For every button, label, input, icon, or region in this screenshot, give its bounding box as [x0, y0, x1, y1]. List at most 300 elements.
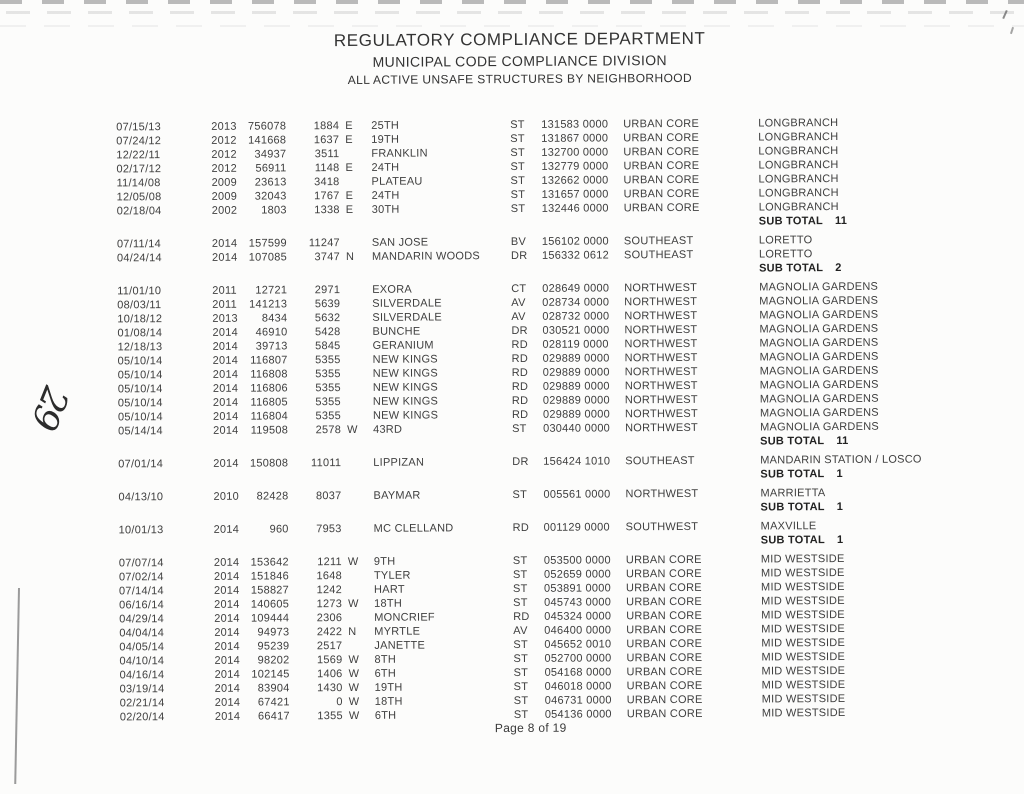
- cell-type: RD: [511, 366, 529, 380]
- cell-dir: [341, 353, 365, 367]
- cell-parcel: 029889 0000: [542, 380, 610, 393]
- cell-type: RD: [512, 521, 530, 534]
- cell-num: 5355: [315, 410, 342, 423]
- cell-date: 02/21/14: [119, 697, 165, 710]
- cell-parcel: 131583 0000: [541, 118, 609, 131]
- cell-street: NEW KINGS: [372, 353, 438, 366]
- neighborhood-section: [117, 279, 1024, 453]
- cell-district: SOUTHEAST: [623, 234, 694, 248]
- cell-case: 140605: [250, 598, 290, 611]
- cell-dir: E: [345, 203, 354, 217]
- cell-street: GERANIUM: [372, 339, 434, 352]
- cell-num: 1273: [316, 598, 343, 611]
- cell-type: ST: [512, 568, 528, 581]
- cell-district: NORTHWEST: [624, 309, 698, 323]
- cell-parcel: 045743 0000: [544, 596, 612, 609]
- cell-parcel: 029889 0000: [542, 408, 610, 421]
- cell-parcel: 132662 0000: [541, 174, 609, 187]
- subtotal-spacer: [117, 214, 759, 232]
- subtotal-cell: [759, 213, 1023, 229]
- cell-district: NORTHWEST: [624, 281, 698, 295]
- handwritten-page-number: 29: [22, 381, 76, 434]
- subtotal-count: 2: [835, 261, 842, 275]
- cell-year: 2013: [211, 120, 237, 133]
- cell-district: NORTHWEST: [624, 337, 698, 351]
- cell-date: 07/11/14: [116, 238, 161, 251]
- cell-year: 2011: [212, 298, 237, 311]
- cell-case: 116808: [250, 368, 288, 381]
- cell-num: 1355: [317, 710, 343, 723]
- cell-street: BAYMAR: [373, 489, 421, 502]
- cell-type: DR: [511, 324, 528, 338]
- cell-date: 07/14/14: [119, 585, 164, 598]
- cell-neighborhood: LORETTO: [758, 234, 813, 247]
- cell-num: 1884: [313, 120, 340, 133]
- cell-year: 2014: [214, 654, 240, 667]
- cell-case: 12721: [255, 284, 288, 297]
- cell-neighborhood: LONGBRANCH: [758, 131, 839, 144]
- cell-year: 2014: [212, 410, 239, 423]
- cell-type: ST: [512, 582, 528, 595]
- cell-dir: [341, 395, 365, 409]
- cell-type: ST: [512, 554, 528, 567]
- cell-num: 1648: [316, 570, 342, 583]
- cell-date: 06/16/14: [119, 599, 164, 612]
- cell-date: 12/05/08: [116, 191, 162, 204]
- cell-date: 10/01/13: [118, 524, 164, 537]
- cell-dir: [342, 611, 366, 625]
- subtotal-spacer: [118, 434, 760, 452]
- cell-neighborhood: MID WESTSIDE: [760, 580, 845, 594]
- cell-district: NORTHWEST: [625, 421, 699, 435]
- cell-num: 1406: [317, 668, 343, 681]
- cell-type: CT: [511, 282, 527, 296]
- cell-date: 04/24/14: [116, 252, 162, 265]
- cell-neighborhood: MAGNOLIA GARDENS: [759, 350, 879, 364]
- cell-case: 1803: [261, 204, 287, 217]
- cell-district: URBAN CORE: [623, 131, 700, 145]
- cell-district: SOUTHEAST: [625, 454, 695, 468]
- cell-num: 5639: [314, 298, 341, 311]
- cell-dir: [340, 175, 364, 189]
- subtotal-count: 11: [834, 214, 848, 228]
- cell-neighborhood: MID WESTSIDE: [761, 622, 845, 636]
- cell-case: 141213: [249, 298, 288, 311]
- cell-parcel: 156102 0000: [541, 235, 609, 248]
- cell-date: 07/15/13: [116, 121, 162, 134]
- cell-type: ST: [512, 422, 527, 435]
- cell-dir: [342, 569, 366, 583]
- report-title: REGULATORY COMPLIANCE DEPARTMENT: [333, 28, 706, 51]
- cell-case: 109444: [250, 612, 290, 625]
- cell-street: NEW KINGS: [372, 381, 439, 394]
- cell-neighborhood: MID WESTSIDE: [761, 706, 846, 720]
- cell-district: SOUTHWEST: [625, 520, 699, 534]
- cell-parcel: 045652 0010: [544, 638, 612, 651]
- cell-case: 66417: [257, 710, 290, 723]
- cell-district: NORTHWEST: [624, 379, 698, 393]
- cell-dir: [341, 367, 365, 381]
- cell-district: NORTHWEST: [625, 487, 699, 501]
- cell-year: 2013: [212, 312, 238, 325]
- cell-num: 5845: [315, 340, 341, 353]
- cell-district: URBAN CORE: [626, 609, 703, 623]
- cell-type: ST: [510, 132, 525, 146]
- cell-parcel: 030521 0000: [542, 324, 610, 337]
- cell-type: ST: [510, 188, 526, 202]
- cell-district: URBAN CORE: [626, 665, 703, 679]
- cell-district: SOUTHEAST: [623, 248, 694, 262]
- cell-type: ST: [510, 146, 525, 160]
- cell-date: 07/02/14: [118, 571, 164, 584]
- cell-case: 34937: [254, 148, 287, 161]
- cell-street: PLATEAU: [371, 175, 423, 188]
- cell-neighborhood: MID WESTSIDE: [761, 664, 846, 678]
- cell-year: 2009: [211, 190, 238, 203]
- cell-parcel: 029889 0000: [542, 366, 610, 379]
- cell-date: 02/20/14: [119, 711, 165, 724]
- cell-year: 2012: [211, 134, 237, 147]
- cell-parcel: 046731 0000: [544, 694, 612, 707]
- cell-dir: [341, 409, 365, 423]
- cell-type: ST: [513, 694, 529, 707]
- subtotal-cell: [761, 532, 1024, 548]
- cell-case: 756078: [247, 120, 287, 133]
- cell-district: NORTHWEST: [624, 323, 698, 337]
- cell-type: ST: [512, 488, 528, 501]
- cell-neighborhood: LONGBRANCH: [758, 159, 839, 172]
- cell-year: 2014: [214, 584, 240, 597]
- cell-case: 158827: [250, 584, 290, 597]
- cell-district: URBAN CORE: [626, 651, 703, 665]
- cell-district: NORTHWEST: [624, 295, 698, 309]
- cell-parcel: 045324 0000: [544, 610, 612, 623]
- cell-type: DR: [510, 249, 528, 263]
- cell-num: 2971: [314, 284, 341, 297]
- cell-num: 1338: [314, 204, 340, 217]
- cell-district: URBAN CORE: [626, 623, 703, 637]
- cell-num: 1430: [317, 682, 343, 695]
- cell-year: 2014: [214, 682, 241, 695]
- cell-year: 2014: [213, 556, 240, 569]
- cell-type: RD: [511, 352, 529, 366]
- cell-num: 5355: [315, 368, 341, 381]
- cell-case: 116807: [250, 354, 288, 367]
- cell-neighborhood: MID WESTSIDE: [761, 608, 845, 622]
- cell-street: HART: [373, 583, 405, 596]
- cell-type: RD: [511, 380, 529, 394]
- cell-year: 2002: [211, 204, 238, 217]
- cell-case: 107085: [248, 251, 288, 264]
- cell-case: 32043: [254, 190, 287, 203]
- cell-dir: [339, 147, 363, 161]
- cell-parcel: 156424 1010: [543, 455, 611, 468]
- cell-district: URBAN CORE: [626, 595, 702, 609]
- cell-street: NEW KINGS: [372, 409, 439, 422]
- cell-parcel: 028732 0000: [542, 310, 610, 323]
- cell-case: 39713: [255, 340, 288, 353]
- cell-street: EXORA: [372, 283, 413, 296]
- cell-case: 116806: [250, 382, 288, 395]
- cell-dir: [342, 522, 366, 536]
- subtotal-count: 1: [836, 533, 844, 547]
- cell-district: NORTHWEST: [624, 351, 698, 365]
- cell-num: 3511: [314, 148, 340, 161]
- cell-year: 2014: [211, 251, 238, 264]
- cell-num: 2517: [316, 640, 343, 653]
- subtotal-spacer: [119, 533, 761, 551]
- cell-district: URBAN CORE: [623, 201, 700, 215]
- cell-date: 05/10/14: [117, 383, 163, 396]
- cell-date: 11/01/10: [117, 285, 162, 298]
- cell-dir: W: [348, 709, 360, 723]
- cell-dir: W: [348, 597, 359, 611]
- cell-type: AV: [511, 310, 526, 324]
- cell-num: 1637: [313, 134, 340, 147]
- cell-case: 46910: [255, 326, 288, 339]
- subtotal-cell: [760, 499, 1024, 515]
- cell-year: 2014: [212, 326, 238, 339]
- cell-case: 102145: [251, 668, 290, 681]
- cell-dir: [340, 325, 364, 339]
- cell-year: 2014: [214, 710, 241, 723]
- cell-dir: N: [348, 625, 357, 639]
- cell-district: NORTHWEST: [624, 407, 698, 421]
- cell-num: 1242: [316, 584, 343, 597]
- cell-neighborhood: LONGBRANCH: [758, 200, 839, 214]
- cell-date: 05/10/14: [117, 397, 163, 410]
- cell-date: 01/08/14: [117, 327, 163, 340]
- cell-dir: [341, 456, 365, 470]
- cell-date: 07/01/14: [118, 458, 164, 471]
- cell-type: ST: [513, 652, 529, 665]
- cell-neighborhood: MID WESTSIDE: [761, 650, 846, 664]
- cell-district: URBAN CORE: [626, 637, 703, 651]
- cell-dir: W: [347, 423, 358, 437]
- neighborhood-section: [118, 485, 1024, 519]
- cell-case: 141668: [248, 134, 287, 147]
- cell-year: 2014: [213, 424, 239, 437]
- cell-num: 2578: [315, 424, 342, 437]
- cell-year: 2014: [214, 598, 240, 611]
- cell-type: ST: [513, 680, 529, 693]
- cell-year: 2014: [214, 640, 240, 653]
- report-type-line: ALL ACTIVE UNSAFE STRUCTURES BY NEIGHBORHOOD: [347, 70, 693, 87]
- cell-dir: W: [348, 681, 360, 695]
- cell-neighborhood: MID WESTSIDE: [760, 552, 845, 566]
- cell-year: 2014: [211, 237, 238, 250]
- neighborhood-section: [117, 232, 1023, 280]
- cell-dir: E: [345, 133, 353, 147]
- neighborhood-section: [118, 452, 1024, 486]
- cell-case: 151846: [250, 570, 289, 583]
- cell-street: SILVERDALE: [372, 297, 442, 310]
- cell-district: NORTHWEST: [624, 393, 698, 407]
- cell-street: 18TH: [374, 597, 403, 610]
- cell-parcel: 029889 0000: [542, 352, 610, 365]
- cell-year: 2014: [214, 668, 241, 681]
- subtotal-label: SUB TOTAL: [760, 435, 825, 448]
- cell-street: 6TH: [374, 667, 397, 680]
- cell-case: 8434: [261, 312, 288, 325]
- cell-neighborhood: MID WESTSIDE: [761, 636, 846, 650]
- cell-type: RD: [511, 394, 529, 408]
- cell-type: RD: [511, 408, 529, 421]
- cell-year: 2014: [212, 382, 239, 395]
- cell-parcel: 132779 0000: [541, 160, 609, 173]
- cell-neighborhood: MANDARIN STATION / LOSCO: [760, 453, 922, 467]
- neighborhood-section: [119, 518, 1024, 552]
- cell-dir: E: [345, 119, 353, 133]
- cell-type: ST: [510, 160, 526, 174]
- cell-case: 157599: [248, 237, 287, 250]
- cell-street: 25TH: [371, 119, 400, 132]
- cell-street: LIPPIZAN: [373, 456, 425, 469]
- cell-type: DR: [512, 455, 529, 468]
- cell-type: ST: [510, 118, 525, 132]
- cell-district: URBAN CORE: [623, 173, 700, 187]
- cell-street: 19TH: [371, 133, 400, 146]
- cell-year: 2012: [211, 148, 237, 161]
- cell-year: 2014: [213, 457, 239, 470]
- cell-year: 2014: [212, 396, 239, 409]
- cell-parcel: 052700 0000: [544, 652, 612, 665]
- cell-parcel: 046400 0000: [544, 624, 612, 637]
- cell-dir: [341, 381, 365, 395]
- cell-street: 18TH: [374, 695, 403, 708]
- cell-num: 3418: [314, 176, 340, 189]
- cell-case: 98202: [257, 654, 290, 667]
- cell-parcel: 030440 0000: [543, 422, 611, 435]
- cell-date: 02/17/12: [116, 163, 162, 176]
- cell-parcel: 028649 0000: [542, 282, 610, 295]
- cell-type: ST: [510, 174, 526, 188]
- subtotal-label: SUB TOTAL: [760, 468, 825, 481]
- cell-date: 08/03/11: [117, 299, 162, 312]
- cell-case: 153642: [250, 556, 289, 569]
- subtotal-cell: [759, 260, 1023, 276]
- cell-date: 05/10/14: [117, 369, 163, 382]
- cell-parcel: 131657 0000: [541, 188, 609, 201]
- subtotal-label: SUB TOTAL: [758, 215, 824, 228]
- cell-neighborhood: MAGNOLIA GARDENS: [759, 308, 879, 322]
- cell-num: 5355: [315, 354, 341, 367]
- cell-street: JANETTE: [374, 639, 426, 652]
- cell-parcel: 046018 0000: [544, 680, 612, 693]
- cell-parcel: 001129 0000: [543, 521, 610, 534]
- cell-num: 2306: [316, 612, 343, 625]
- cell-date: 04/13/10: [118, 491, 164, 504]
- cell-date: 04/16/14: [119, 669, 165, 682]
- cell-dir: N: [345, 250, 355, 264]
- cell-year: 2014: [214, 626, 240, 639]
- cell-num: 1211: [317, 556, 342, 569]
- cell-dir: [342, 583, 366, 597]
- cell-type: AV: [511, 296, 526, 310]
- cell-neighborhood: MID WESTSIDE: [761, 678, 846, 692]
- cell-type: ST: [513, 666, 529, 679]
- cell-street: TYLER: [373, 569, 411, 582]
- cell-dir: [341, 339, 365, 353]
- cell-case: 23613: [254, 176, 287, 189]
- cell-year: 2014: [214, 696, 241, 709]
- cell-district: URBAN CORE: [626, 679, 703, 693]
- cell-year: 2014: [213, 523, 240, 536]
- cell-parcel: 131867 0000: [541, 132, 609, 145]
- cell-neighborhood: LONGBRANCH: [758, 117, 839, 130]
- cell-street: SILVERDALE: [372, 311, 442, 324]
- cell-num: 0: [336, 696, 343, 709]
- subtotal-label: SUB TOTAL: [760, 501, 825, 514]
- cell-neighborhood: MAGNOLIA GARDENS: [759, 392, 879, 406]
- cell-case: 56911: [255, 162, 287, 175]
- subtotal-label: SUB TOTAL: [760, 534, 825, 547]
- cell-dir: E: [345, 189, 354, 203]
- cell-year: 2010: [213, 490, 239, 503]
- cell-street: 24TH: [371, 161, 400, 174]
- cell-street: 8TH: [374, 653, 397, 666]
- cell-num: 1148: [314, 162, 340, 175]
- cell-type: ST: [510, 202, 526, 216]
- cell-date: 07/07/14: [118, 557, 164, 570]
- cell-parcel: 132700 0000: [541, 146, 609, 159]
- cell-street: FRANKLIN: [371, 147, 428, 160]
- cell-dir: [340, 236, 364, 250]
- cell-district: URBAN CORE: [626, 707, 703, 721]
- subtotal-cell: [760, 466, 1024, 482]
- cell-date: 04/05/14: [119, 641, 165, 654]
- cell-street: MONCRIEF: [374, 611, 435, 624]
- cell-num: 1767: [314, 190, 340, 203]
- cell-street: BUNCHE: [372, 325, 421, 338]
- cell-dir: [342, 639, 366, 653]
- compliance-table: [0, 115, 1024, 725]
- cell-parcel: 053500 0000: [543, 554, 611, 567]
- cell-case: 95239: [257, 640, 290, 653]
- cell-neighborhood: MAGNOLIA GARDENS: [760, 420, 880, 434]
- cell-num: 11247: [308, 237, 340, 250]
- cell-date: 04/29/14: [119, 613, 165, 626]
- cell-type: ST: [513, 596, 528, 609]
- cell-dir: W: [348, 653, 360, 667]
- cell-date: 05/10/14: [117, 355, 163, 368]
- cell-num: 5632: [314, 312, 341, 325]
- subtotal-spacer: [119, 500, 761, 518]
- cell-dir: E: [345, 161, 354, 175]
- cell-type: BV: [510, 235, 527, 249]
- cell-neighborhood: LONGBRANCH: [758, 145, 839, 158]
- cell-year: 2014: [214, 612, 240, 625]
- cell-num: 1569: [316, 654, 343, 667]
- cell-case: 83904: [257, 682, 290, 695]
- cell-num: 11011: [311, 457, 342, 470]
- cell-parcel: 053891 0000: [543, 582, 612, 595]
- cell-dir: W: [347, 555, 359, 569]
- cell-date: 04/04/14: [119, 627, 165, 640]
- cell-parcel: 156332 0612: [541, 249, 610, 262]
- cell-year: 2014: [212, 340, 239, 353]
- cell-neighborhood: LONGBRANCH: [758, 173, 839, 186]
- cell-street: 30TH: [371, 203, 400, 216]
- cell-neighborhood: MAGNOLIA GARDENS: [759, 336, 879, 350]
- cell-year: 2014: [212, 354, 239, 367]
- cell-case: 82428: [256, 490, 289, 503]
- cell-case: 119508: [250, 424, 289, 437]
- cell-neighborhood: MID WESTSIDE: [760, 566, 845, 580]
- cell-parcel: 005561 0000: [543, 488, 611, 501]
- subtotal-count: 1: [836, 500, 844, 514]
- cell-street: 24TH: [371, 189, 400, 202]
